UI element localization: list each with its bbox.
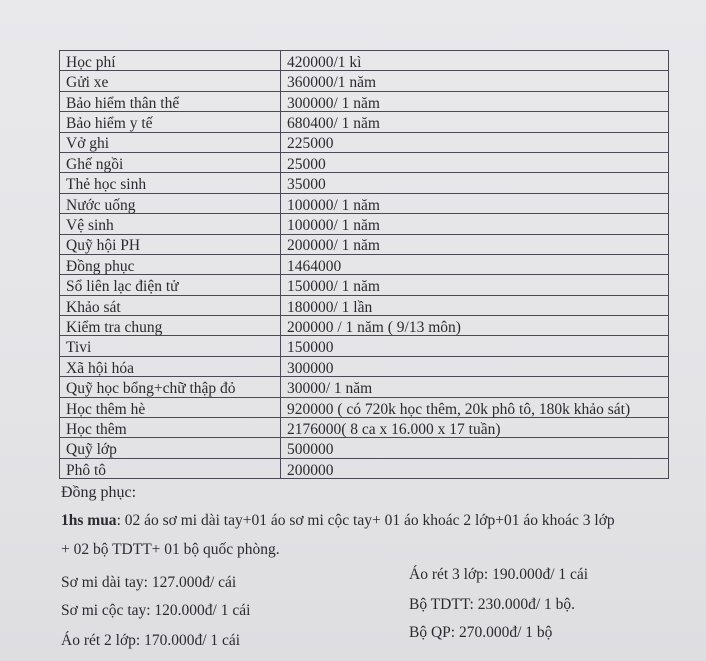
price-shirt-long: Sơ mi dài tay: 127.000đ/ cái [61,574,237,591]
fee-row [60,214,669,234]
fee-amount: 360000/1 năm [281,71,669,91]
fee-amount: 30000/ 1 năm [281,377,669,397]
fee-amount: 150000 [281,336,669,356]
fee-amount: 180000/ 1 lần [281,295,669,315]
fee-row [60,132,669,152]
fee-amount: 920000 ( có 720k học thêm, 20k phô tô, 180k khảo sát) [281,397,669,417]
fee-table [59,50,669,479]
price-sport-set: Bộ TDTT: 230.000đ/ 1 bộ. [409,596,575,613]
price-shirt-short: Sơ mi cộc tay: 120.000đ/ 1 cái [61,602,251,619]
fee-item-name: Bảo hiểm y tế [60,112,281,132]
fee-item-name: Gửi xe [60,71,281,91]
fee-amount: 35000 [281,173,669,193]
fee-item-name: Thẻ học sinh [60,173,281,193]
fee-amount: 2176000( 8 ca x 16.000 x 17 tuần) [281,418,669,438]
fee-row [60,193,669,213]
fee-row [60,152,669,172]
purchase-text-1: : 02 áo sơ mi dài tay+01 áo sơ mi cộc tay+ 01 áo khoác 2 lớp+01 áo khoác 3 lớp [116,512,615,529]
fee-amount: 200000 / 1 năm ( 9/13 môn) [281,316,669,336]
fee-item-name: Khảo sát [60,295,281,315]
price-jacket-2-layer: Áo rét 2 lớp: 170.000đ/ 1 cái [61,632,241,649]
fee-row [60,254,669,274]
fee-item-name: Kiểm tra chung [60,316,281,336]
purchase-label: 1hs mua [61,512,117,529]
fee-amount: 300000/ 1 năm [281,91,669,111]
fee-amount: 300000 [281,356,669,376]
fee-row [60,71,669,91]
fee-item-name: Đồng phục [60,254,281,274]
fee-row [60,356,669,376]
fee-item-name: Quỹ lớp [60,438,281,458]
fee-amount: 500000 [281,438,669,458]
uniform-title: Đồng phục: [61,484,137,501]
price-defense-set: Bộ QP: 270.000đ/ 1 bộ [409,624,553,641]
fee-item-name: Quỹ hội PH [60,234,281,254]
fee-row [60,275,669,295]
fee-amount: 25000 [281,152,669,172]
fee-item-name: Bảo hiểm thân thể [60,91,281,111]
fee-item-name: Quỹ học bổng+chữ thập đỏ [60,377,281,397]
fee-item-name: Tivi [60,336,281,356]
fee-amount: 150000/ 1 năm [281,275,669,295]
fee-row [60,91,669,111]
fee-item-name: Ghế ngồi [60,152,281,172]
fee-amount: 200000 [281,458,669,478]
fee-row [60,377,669,397]
fee-amount: 225000 [281,132,669,152]
fee-item-name: Vệ sinh [60,214,281,234]
purchase-line-2: + 02 bộ TDTT+ 01 bộ quốc phòng. [61,541,280,558]
fee-item-name: Học phí [60,51,281,71]
fee-row [60,234,669,254]
fee-item-name: Vở ghi [60,132,281,152]
purchase-line-1 [61,512,615,530]
fee-table-body [60,51,669,479]
fee-row [60,51,669,71]
fee-row [60,397,669,417]
fee-row [60,418,669,438]
fee-amount: 100000/ 1 năm [281,193,669,213]
fee-item-name: Sổ liên lạc điện tử [60,275,281,295]
fee-row [60,295,669,315]
fee-row [60,438,669,458]
fee-row [60,112,669,132]
fee-row [60,173,669,193]
fee-amount: 680400/ 1 năm [281,112,669,132]
fee-row [60,316,669,336]
fee-amount: 420000/1 kì [281,51,669,71]
fee-row [60,458,669,478]
fee-row [60,336,669,356]
price-jacket-3-layer: Áo rét 3 lớp: 190.000đ/ 1 cái [409,566,589,583]
fee-amount: 1464000 [281,254,669,274]
fee-item-name: Nước uống [60,193,281,213]
fee-item-name: Học thêm hè [60,397,281,417]
fee-amount: 200000/ 1 năm [281,234,669,254]
fee-item-name: Phô tô [60,458,281,478]
fee-item-name: Học thêm [60,418,281,438]
fee-item-name: Xã hội hóa [60,356,281,376]
fee-amount: 100000/ 1 năm [281,214,669,234]
